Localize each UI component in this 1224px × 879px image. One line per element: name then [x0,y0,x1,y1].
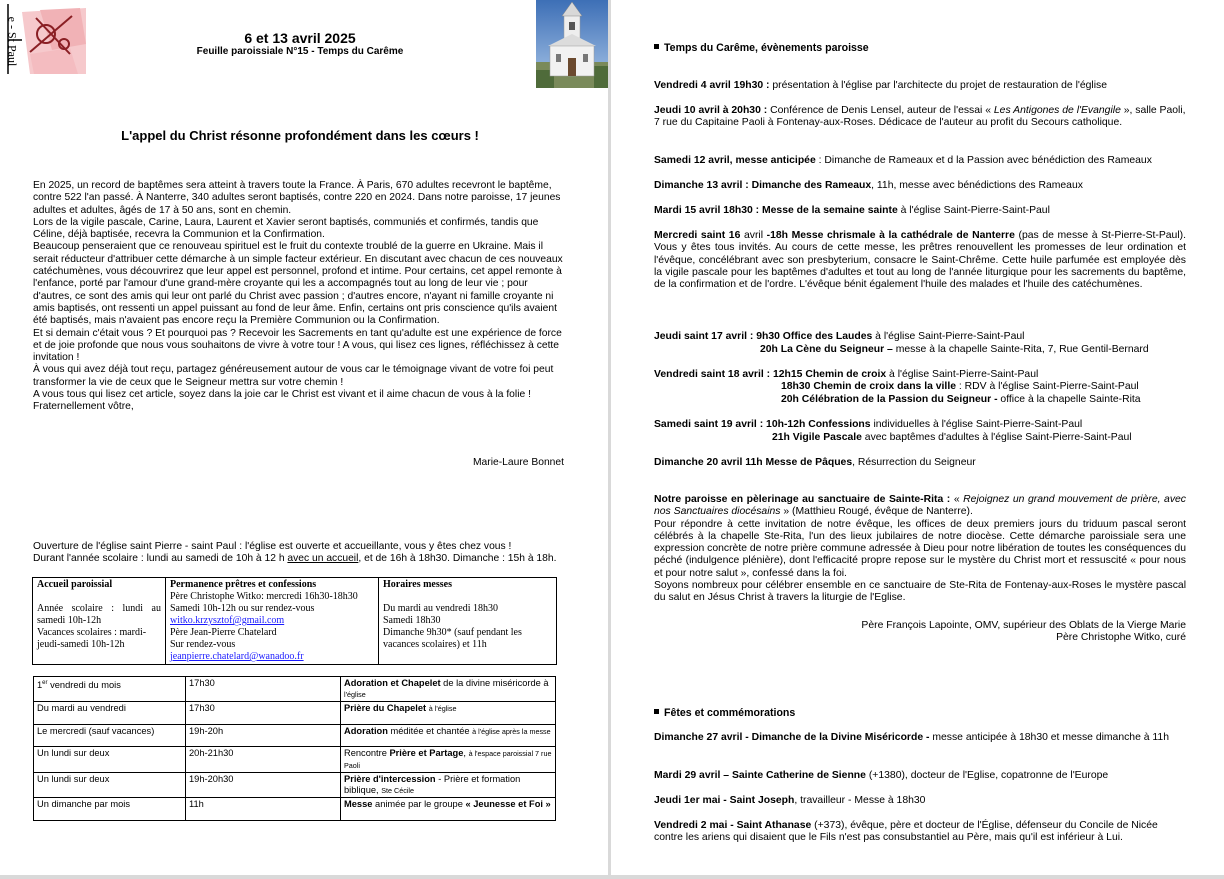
horaires-title: Horaires messes [383,579,452,590]
pilgrimage-text: « [950,494,964,505]
schedule-day: Un lundi sur deux [34,747,186,773]
article-paragraph: Lors de la vigile pascale, Carine, Laura, Laurent et Xavier seront baptisés, communiés et confirmés, tandis que Céline, déjà baptisée, recevra la Communion et la Confirmation. [33,216,539,241]
schedule-activity [341,798,556,821]
feast-text: (+373), évêque, père et docteur de l'Église, défenseur du Concile de Nicée contre les ariens qui disaient que le Fils n'est pas consubstantiel au Père, mais qu'il est inférieur à Lui. [654,820,1158,844]
feast-text: (+1380), docteur de l'Eglise, copatronne de l'Europe [865,770,1109,781]
accueil-line: Vacances scolaires : mardi-jeudi-samedi 10h-12h [37,627,147,650]
weekly-schedule-table [33,676,556,821]
event-bold: 21h Vigile Pascale [772,432,862,443]
permanence-line: Père Jean-Pierre Chatelard [170,627,277,638]
activity-small: Ste Cécile [381,785,414,795]
event-bold: 20h Célébration de la Passion du Seigneur - [781,394,998,405]
activity-text: , [463,748,469,758]
pilgrimage-paragraph: Pour répondre à cette invitation de notre évêque, les offices de deux premiers jours du triduum pascal seront célébrés à la chapelle Ste-Rita, l'un des lieux jubilaires de notre diocèse. Cette démarche paroissiale sera une expression concrète de notre prière commune adressée à Dieu pour notre libération de toutes les conséquences du péché (indulgence plénière), dont l'efficacité propre repose sur le mystère du Christ mort et ressuscité « pour nous et pour notre salut », confessé dans la foi. [654,518,1186,579]
article-paragraph: Beaucoup penseraient que ce renouveau spirituel est le fruit du contexte troublé de la guerre en Ukraine. Mais il serait réducteur d'attribuer cette démarche à un simple facteur extérieur. En discutant avec chacun de ces nouveaux catéchumènes, vous découvrirez que leur appel est personnel, profond et intime. Pour certains, cet appel remonte à l'enfance, porté par l'amour d'une grand-mère croyante qui les a accompagnés tout au long de leur vie ; pour d'autres, ce sont des amis qui leur ont parlé du Christ avec passion ; d'autres encore, n'ayant ni famille croyante ni amis baptisés, ont ressenti un appel puissant au fond de leur âme. Enfin, certains ont pris conscience qu'ils avaient été baptisés, mais n'avaient pas encore reçu la Première Communion ou la Confirmation. [33,241,563,327]
table-row [34,773,556,798]
feast-item [654,820,1186,845]
left-page [0,0,609,879]
schedule-activity [341,747,556,773]
activity-text: méditée et chantée [387,725,473,736]
table-row [34,677,556,702]
schedule-activity [341,702,556,725]
pilgrimage-bold: Notre paroisse en pèlerinage au sanctuaire de Sainte-Rita : [654,494,951,505]
schedule-day: Du mardi au vendredi [34,702,186,725]
schedule-time: 11h [186,798,341,821]
feast-text: messe anticipée à 18h30 et messe dimanche à 11h [929,732,1169,743]
schedule-day: Un lundi sur deux [34,773,186,798]
permanence-cell [166,578,379,665]
permanence-title: Permanence prêtres et confessions [170,579,317,590]
article-body [33,180,567,414]
event-text: , Résurrection du Seigneur [852,457,976,468]
signature-line: Père François Lapointe, OMV, supérieur des Oblats de la Vierge Marie [861,620,1186,631]
schedule-activity [341,773,556,798]
schedule-time: 17h30 [186,677,341,702]
event-bold: Vendredi saint 18 avril : 12h15 Chemin de croix [654,369,887,380]
pilgrimage-italic: Rejoignez un grand mouvement de prière, avec nos Sanctuaires diocésains [654,494,1186,518]
schedule-time: 20h-21h30 [186,747,341,773]
feast-item [654,770,1186,782]
table-row [34,747,556,773]
article-paragraph: A vous tous qui lisez cet article, soyez dans la joie car le Christ est vivant et il aime chacun de vous à la folie ! Fraternellement vôtre, [33,389,531,413]
event-bold: Dimanche 20 avril 11h Messe de Pâques [654,457,853,468]
schedule-day: Un dimanche par mois [34,798,186,821]
accueil-line: Année scolaire : lundi au samedi 10h-12h [37,603,161,626]
event-item [654,155,1186,167]
event-italic: Les Antigones de l'Evangile [993,105,1121,116]
permanence-line: Sur rendez-vous [170,639,236,650]
event-text: , 11h, messe avec bénédictions des Rameaux [871,180,1083,191]
pilgrimage-text: » (Matthieu Rougé, évêque de Nanterre). [780,506,973,518]
event-item [654,180,1186,192]
email-link-chatelard[interactable]: jeanpierre.chatelard@wanadoo.fr [170,651,304,662]
schedule-time: 19h-20h [186,724,341,747]
event-bold: Vendredi 4 avril 19h30 : [654,80,770,91]
event-text: à l'église Saint-Pierre-Saint-Paul [872,331,1025,342]
feast-bold: Vendredi 2 mai - Saint Athanase [654,820,812,831]
event-bold: Samedi saint 19 avril : 10h-12h Confessions [654,419,871,430]
activity-bold: Messe [344,799,373,809]
logo-text: e - St Paul [5,16,20,67]
event-bold: Dimanche 13 avril : Dimanche des Rameaux [654,180,872,191]
event-text: messe à la chapelle Sainte-Rita, 7, Rue Gentil-Bernard [892,344,1149,355]
bullet-square-icon [654,44,659,49]
activity-text: - Prière et formation biblique, [344,774,521,795]
pilgrimage-block [654,494,1186,605]
event-bold: Samedi 12 avril, messe anticipée [654,155,816,166]
section-title-lent [654,42,1186,54]
schedule-day: Le mercredi (sauf vacances) [34,724,186,747]
activity-small: à l'espace paroissial 7 rue Paoli [344,749,552,770]
activity-text: de la divine miséricorde à [440,678,549,688]
event-text: (pas de messe à St-Pierre-St-Paul). Vous y êtes tous invités. Au cours de cette messe, les prêtres renouvellent les promesses de leur ordination et l'évêque, concélébrant avec son presbyterium, consacre le Saint-Chrême. Cette huile parfumée est employée dès la vigile pascale pour les baptêmes d'adultes et tout au long de l'année liturgique pour les sacrements du baptême, de la confirmation et de l'ordre. L'évêque bénit également l'huile des malades et l'huile des catéchumènes. [654,230,1186,291]
schedule-activity [341,724,556,747]
feast-bold: Jeudi 1er mai - Saint Joseph [654,795,795,806]
event-text: avec baptêmes d'adultes à l'église Saint-Pierre-Saint-Paul [861,432,1132,443]
email-link-witko[interactable]: witko.krzysztof@gmail.com [170,615,285,626]
opening-line-1: Ouverture de l'église saint Pierre - saint Paul : l'église est ouverte et accueillante, vous y êtes chez vous ! [33,541,512,552]
event-item [654,230,1186,291]
event-item [654,205,1186,217]
issue-date: 6 et 13 avril 2025 [244,30,356,46]
issue-subtitle: Feuille paroissiale N°15 - Temps du Carême [196,46,404,57]
event-text: : Dimanche de Rameaux et d la Passion avec bénédiction des Rameaux [815,155,1152,166]
table-row [34,724,556,747]
schedule-day: 1er vendredi du mois [34,677,186,702]
horaires-line: Samedi 18h30 [383,615,441,626]
schedule-time: 19h-20h30 [186,773,341,798]
horaires-line: Dimanche 9h30* (sauf pendant les vacances scolaires) et 11h [383,627,522,650]
section-title-text: Temps du Carême, évènements paroisse [664,42,869,54]
feast-bold: Dimanche 27 avril - Dimanche de la Divine Miséricorde - [654,732,930,743]
activity-text: animée par le groupe [372,799,466,809]
event-bold: 18h30 Chemin de croix dans la ville [781,381,956,392]
activity-small: à l'église après la messe [472,726,551,736]
event-item [654,381,1186,393]
horaires-cell [379,578,557,665]
event-item [654,105,1186,130]
opening-text: Durant l'année scolaire : lundi au samedi de 10h à 12 h [33,553,288,565]
opening-text: , et de 16h à 18h30. Dimanche : 15h à 18h. [358,553,557,565]
activity-bold: Prière d'intercession [344,774,436,784]
activity-bold: Adoration [344,725,388,736]
event-bold: Mardi 15 avril 18h30 : Messe de la semaine sainte [654,205,898,216]
activity-bold: Adoration et Chapelet [344,678,441,688]
article-paragraph: Et si demain c'était vous ? Et pourquoi pas ? Recevoir les Sacrements en tant qu'adulte est une expérience de force et de joie profonde que nous vous souhaitons de vivre à votre tour ! A vous, qui lisez ces lignes, réfléchissez à cette invitation ! [33,327,562,364]
event-text: avril [740,230,767,241]
pilgrimage-paragraph: Soyons nombreux pour célébrer ensemble en ce sanctuaire de Ste-Rita de Fontenay-aux-Roses le mystère pascal du salut en Jésus Christ à travers la liturgie de l'Eglise. [654,580,1186,604]
event-text: à l'église Saint-Pierre-Saint-Paul [886,369,1039,380]
article-title: L'appel du Christ résonne profondément dans les cœurs ! [121,128,479,143]
schedule-activity [341,677,556,702]
event-bold: Mercredi saint 16 [654,230,741,241]
activity-small: à l'église [428,704,457,713]
signature-line: Père Christophe Witko, curé [1056,632,1186,644]
event-item [654,394,1186,406]
activity-bold: Prière et Partage [389,748,464,758]
event-item [654,369,1186,381]
feast-item [654,795,1186,807]
accueil-cell [33,578,166,665]
horaires-line: Du mardi au vendredi 18h30 [383,603,498,614]
activity-bold: « Jeunesse et Foi » [465,799,551,809]
permanence-line: Père Christophe Witko: mercredi 16h30-18h30 [170,591,358,602]
event-text: présentation à l'église par l'architecte du projet de restauration de l'église [769,80,1108,91]
article-paragraph: En 2025, un record de baptêmes sera atteint à travers toute la France. À Paris, 670 adultes recevront le baptême, contre 522 l'an passé. À Nanterre, 340 adultes seront baptisés, contre 220 en 2024. Dans notre paroisse, 17 jeunes adultes et adultes, âgés de 17 à 50 ans, sont en chemin. [33,180,561,216]
event-item [654,331,1186,343]
bullet-square-icon [654,709,659,714]
activity-bold: Prière du Chapelet [344,703,427,713]
pilgrimage-signature [654,620,1186,645]
event-text: à l'église Saint-Pierre-Saint-Paul [897,205,1050,216]
church-opening-hours [33,541,573,566]
event-item [654,419,1186,431]
event-text: Conférence de Denis Lensel, auteur de l'essai « [767,105,994,116]
church-photo [536,0,609,88]
activity-text: Rencontre [344,748,390,758]
event-item [654,80,1186,92]
event-item [654,344,1186,356]
parish-logo [0,4,86,74]
activity-small: l'église [344,689,366,699]
opening-underlined: avec un accueil [287,553,359,565]
event-bold: 20h La Cène du Seigneur – [760,344,893,355]
section-title-feasts [654,707,1186,719]
event-text: office à la chapelle Sainte-Rita [997,394,1141,405]
feast-item [654,732,1186,744]
event-text: : RDV à l'église Saint-Pierre-Saint-Paul [955,381,1139,392]
event-item [654,457,1186,469]
article-signature: Marie-Laure Bonnet [472,457,564,468]
permanence-line: Samedi 10h-12h ou sur rendez-vous [170,603,315,614]
schedule-time: 17h30 [186,702,341,725]
event-text: », salle Paoli, 7 rue du Capitaine Paoli à Fontenay-aux-Roses. Dédicace de l'auteur au profit du Secours catholique. [654,105,1186,129]
event-bold: Jeudi 10 avril à 20h30 : [654,105,768,116]
event-item [654,432,1186,444]
table-row [34,702,556,725]
church-icon [536,0,609,88]
event-bold: Jeudi saint 17 avril : 9h30 Office des Laudes [654,331,873,342]
article-paragraph: À vous qui avez déjà tout reçu, partagez généreusement autour de vous car le témoignage vivant de votre foi peut transformer la vie de ceux que le Seigneur mettra sur votre chemin ! [33,364,554,388]
accueil-title: Accueil paroissial [37,579,113,590]
feast-bold: Mardi 29 avril – Sainte Catherine de Sienne [654,770,866,781]
info-table [32,577,557,665]
feast-text: , travailleur - Messe à 18h30 [794,795,926,806]
table-row [34,798,556,821]
pilgrimage-intro [654,494,1186,519]
event-text: individuelles à l'église Saint-Pierre-Saint-Paul [870,419,1083,430]
opening-line-2 [33,553,573,565]
section-title-text: Fêtes et commémorations [664,707,796,719]
event-bold: -18h Messe chrismale à la cathédrale de Nanterre [766,230,1015,241]
page-bottom-edge [0,875,1224,879]
